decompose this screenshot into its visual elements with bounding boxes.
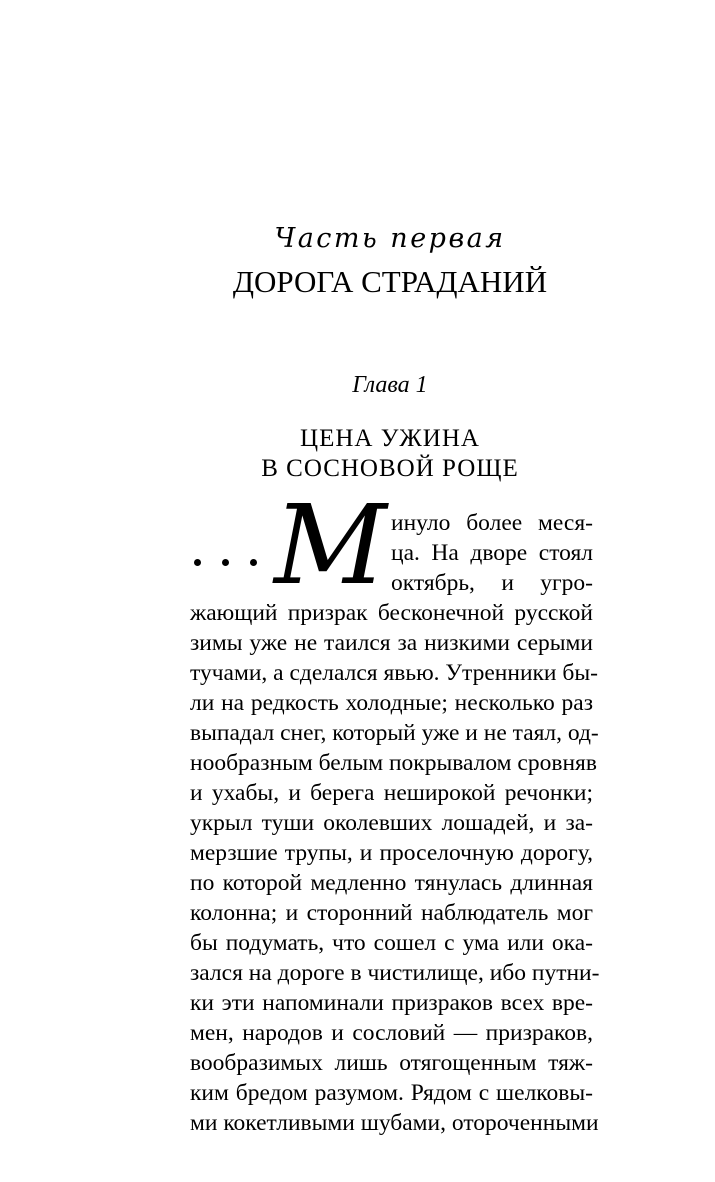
- body-line: вообразимых лишь отягощенным тяж-: [190, 1050, 593, 1076]
- body-line: мерзшие трупы, и проселочную дорогу,: [190, 840, 593, 866]
- ellipsis-dot: [194, 559, 201, 566]
- chapter-label: Глава 1: [352, 372, 428, 398]
- body-line: ли на редкость холодные; несколько раз: [190, 690, 593, 716]
- body-line: октябрь, и угро-: [391, 570, 593, 596]
- body-line: бы подумать, что сошел с ума или ока-: [190, 930, 593, 956]
- body-line: инуло более меся-: [391, 510, 593, 536]
- body-line: зимы уже не таился за низкими серыми: [190, 630, 593, 656]
- body-line: по которой медленно тянулась длинная: [190, 870, 593, 896]
- part-label: Часть первая: [274, 223, 506, 254]
- body-line: колонна; и сторонний наблюдатель мог: [190, 900, 593, 926]
- body-line: нообразным белым покрывалом сровняв: [190, 750, 597, 776]
- body-line: мен, народов и сословий — призраков,: [190, 1020, 593, 1046]
- drop-cap-letter: М: [274, 481, 387, 609]
- chapter-title-line: ЦЕНА УЖИНА: [300, 425, 480, 452]
- body-line: жающий призрак бесконечной русской: [190, 600, 593, 626]
- body-line: укрыл туши околевших лошадей, и за-: [190, 810, 593, 836]
- chapter-title-line: В СОСНОВОЙ РОЩЕ: [261, 455, 519, 482]
- body-line: ца. На дворе стоял: [391, 540, 593, 566]
- part-title: ДОРОГА СТРАДАНИЙ: [232, 264, 548, 299]
- ellipsis-dot: [222, 559, 229, 566]
- body-line: зался на дороге в чистилище, ибо путни-: [190, 960, 600, 986]
- chapter-title: [0, 424, 715, 484]
- ellipsis-dot: [250, 559, 257, 566]
- body-line: ми кокетливыми шубами, отороченными: [190, 1110, 599, 1136]
- body-line: ким бредом разумом. Рядом с шелковы-: [190, 1080, 593, 1106]
- drop-cap: [190, 481, 390, 609]
- body-line: и ухабы, и берега неширокой речонки;: [190, 780, 593, 806]
- body-line: тучами, а сделался явью. Утренники бы-: [190, 660, 598, 686]
- body-line: ки эти напоминали призраков всех вре-: [190, 990, 593, 1016]
- body-line: выпадал снег, который уже и не таял, од-: [190, 720, 599, 746]
